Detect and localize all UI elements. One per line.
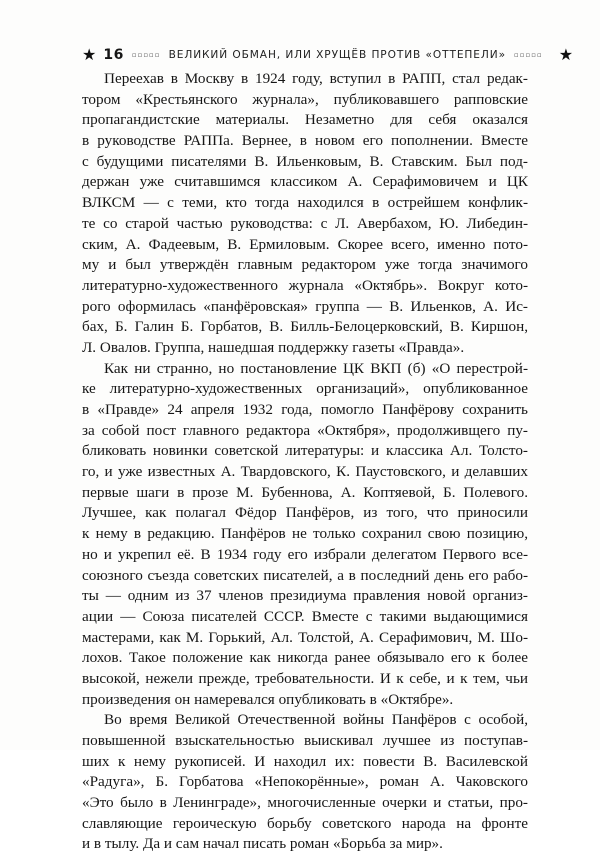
- text-line: ским, А. Фадеевым, В. Ермиловым. Скорее всего, именно пото-: [82, 235, 528, 253]
- text-line: в «Правде» 24 апреля 1932 года, помогло Панфёрову сохранить: [82, 401, 528, 418]
- star-icon: ★: [558, 45, 574, 64]
- text-line: и в тылу. Да и сам начал писать роман «Борьба за мир».: [82, 835, 443, 853]
- text-line: к нему в редакцию. Панфёров не только сохранил свою позицию,: [82, 525, 528, 543]
- text-line: первые шаги в прозе М. Бубеннова, А. Коптяевой, Б. Полевого.: [82, 483, 528, 501]
- ornament-right: ▫▫▫▫▫: [513, 50, 543, 59]
- paragraph: [82, 359, 528, 711]
- text-line: Как ни странно, но постановление ЦК ВКП (б) «О перестрой-: [104, 359, 528, 377]
- text-line: «Это было в Ленинграде», многочисленные очерки и статьи, про-: [82, 794, 528, 812]
- text-line: тором «Крестьянского журнала», публиковавшего рапповские: [82, 90, 528, 108]
- body-text: [82, 69, 528, 855]
- text-line: ших к нему рукописей. И находил их: повести В. Василевской: [82, 752, 528, 770]
- text-line: высокой, нежели прежде, требовательности. И к себе, и к тем, чьи: [82, 669, 528, 687]
- text-line: рого оформилась «панфёровская» группа — В. Ильенков, А. Ис-: [82, 297, 528, 315]
- text-line: в руководстве РАППа. Вернее, в новом его пополнении. Вместе: [82, 132, 528, 150]
- text-line: ации — Союза писателей СССР. Вместе с такими выдающимися: [82, 607, 528, 625]
- text-line: лохов. Такое положение как никогда ранее обязывало его к более: [82, 649, 528, 667]
- text-line: му и был утверждён главным редактором уже тогда значимого: [82, 256, 528, 274]
- star-icon: ★: [82, 45, 97, 64]
- text-line: славляющие героическую борьбу советского народа на фронте: [82, 814, 528, 832]
- text-line: «Радуга», Б. Горбатова «Непокорённые», роман А. Чаковского: [82, 773, 528, 791]
- text-line: те со старой частью руководства: с Л. Авербахом, Ю. Либедин-: [82, 214, 528, 232]
- text-line: с будущими писателями В. Ильенковым, В. Ставским. Был под-: [82, 152, 528, 170]
- text-line: бах, Б. Галин Б. Горбатов, В. Билль-Белоцерковский, В. Киршон,: [82, 318, 528, 336]
- text-line: Л. Овалов. Группа, нашедшая поддержку газеты «Правда».: [82, 338, 465, 356]
- running-title: ВЕЛИКИЙ ОБМАН, ИЛИ ХРУЩЁВ ПРОТИВ «ОТТЕПЕЛИ»: [168, 49, 506, 61]
- text-line: держан уже считавшимся классиком А. Серафимовичем и ЦК: [82, 173, 528, 191]
- text-line: ты — одним из 37 членов президиума правления новой организ-: [82, 587, 528, 605]
- text-line: литературно-художественного журнала «Октябрь». Вокруг кото-: [82, 276, 528, 294]
- text-line: ке литературно-художественных организаций», опубликованное: [82, 380, 528, 398]
- text-line: произведения он намеревался опубликовать в «Октябре».: [82, 690, 454, 708]
- ornament-left: ▫▫▫▫▫: [131, 50, 161, 59]
- running-header: [82, 44, 574, 66]
- text-line: Во время Великой Отечественной войны Панфёров с особой,: [104, 711, 528, 729]
- text-line: за собой пост главного редактора «Октября», продолживщего пу-: [82, 421, 528, 439]
- text-line: повышенной взыскательностью выискивал лучшее из поступав-: [82, 732, 528, 749]
- text-line: Лучшее, как полагал Фёдор Панфёров, из того, что приносили: [82, 504, 528, 522]
- text-line: бликовать новинки советской литературы: и классика Ал. Толсто-: [82, 442, 528, 460]
- text-line: ВЛКСМ — с теми, кто тогда находился в острейшем конфлик-: [82, 194, 528, 212]
- paragraph: [82, 69, 528, 359]
- page-number: 16: [103, 47, 124, 63]
- paragraph: [82, 710, 528, 855]
- text-line: мастерами, как М. Горький, Ал. Толстой, А. Серафимович, М. Шо-: [82, 628, 528, 646]
- text-line: Переехав в Москву в 1924 году, вступил в РАПП, стал редак-: [104, 70, 528, 87]
- text-line: го, и уже известных А. Твардовского, К. Паустовского, и делавших: [82, 463, 528, 481]
- text-line: но и укрепил её. В 1934 году его избрали делегатом Первого все-: [82, 545, 528, 563]
- text-line: пропагандистские материалы. Незаметно для себя оказался: [82, 111, 528, 129]
- text-line: союзного съезда советских писателей, а в последний день его рабо-: [82, 566, 528, 584]
